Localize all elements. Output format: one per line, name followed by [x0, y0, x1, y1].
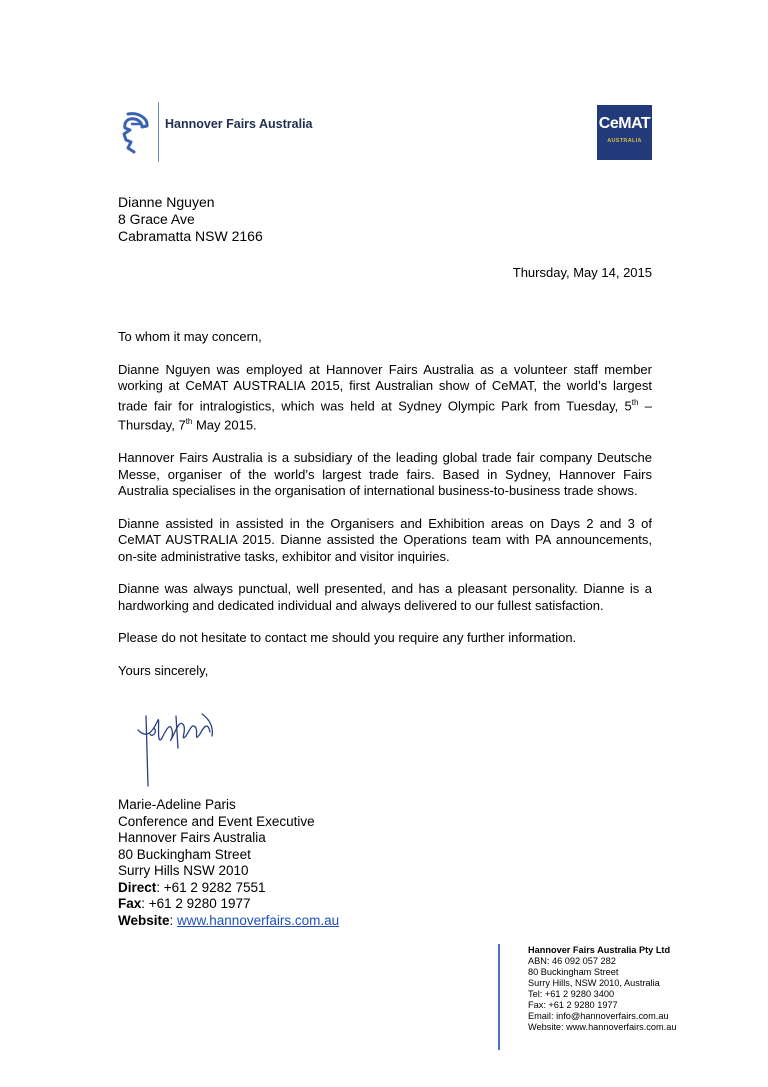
footer-abn: ABN: 46 092 057 282 — [528, 956, 616, 966]
paragraph-2: Hannover Fairs Australia is a subsidiary of the leading global trade fair company Deutsche Messe, organiser of the world’s largest trade fairs. Based in Sydney, Hannover Fairs Australia specialises in the organisation of international business-to-business trade shows. — [118, 450, 652, 499]
direct-label: Direct — [118, 879, 157, 895]
superscript-th: th — [631, 397, 639, 407]
website-link[interactable]: www.hannoverfairs.com.au — [177, 912, 340, 928]
footer-company: Hannover Fairs Australia Pty Ltd — [528, 945, 671, 955]
fax-label: Fax — [118, 896, 142, 911]
paragraph-3: Dianne assisted in assisted in the Organisers and Exhibition areas on Days 2 and 3 of CeMAT AUSTRALIA 2015. Dianne assisted the Operations team with PA announcements, on-site administrative tasks, exhibitor and visitor inquiries. — [118, 515, 652, 564]
recipient-city: Cabramatta NSW 2166 — [118, 228, 263, 244]
hannover-fairs-logo — [118, 100, 328, 162]
letter-body — [118, 329, 652, 695]
footer-tel: Tel: +61 2 9280 3400 — [528, 989, 615, 999]
fax-value: : +61 2 9280 1977 — [141, 896, 251, 911]
recipient-address — [118, 194, 263, 245]
sender-details — [118, 797, 339, 929]
footer-divider — [498, 944, 500, 1050]
cemat-logo-name: CeMAT — [598, 115, 651, 132]
paragraph-1-c: May 2015. — [192, 417, 257, 433]
sender-fax — [118, 896, 339, 913]
cemat-logo — [597, 105, 652, 160]
paragraph-4: Dianne was always punctual, well presented, and has a pleasant personality. Dianne is a hardworking and dedicated individual and always delivered to our fullest satisfaction. — [118, 581, 652, 613]
handwritten-signature — [128, 708, 228, 788]
sender-name: Marie-Adeline Paris — [118, 797, 236, 812]
cemat-logo-sub: AUSTRALIA — [607, 138, 642, 144]
closing: Yours sincerely, — [118, 662, 209, 678]
paragraph-1-a: Dianne Nguyen was employed at Hannover Fairs Australia as a volunteer staff member working at CeMAT AUSTRALIA 2015, first Australian show of CeMAT, the world’s largest trade fair for intralogistics, which was held at Sydney Olympic Park from Tuesday, 5 — [118, 361, 652, 413]
salutation: To whom it may concern, — [118, 329, 262, 344]
recipient-street: 8 Grace Ave — [118, 211, 195, 227]
footer-website: Website: www.hannoverfairs.com.au — [528, 1022, 677, 1032]
sender-street: 80 Buckingham Street — [118, 846, 251, 862]
paragraph-5: Please do not hesitate to contact me should you require any further information. — [118, 630, 577, 646]
sender-direct — [118, 880, 339, 897]
website-sep: : — [169, 912, 178, 928]
sender-company: Hannover Fairs Australia — [118, 830, 266, 845]
recipient-name: Dianne Nguyen — [118, 194, 215, 210]
logo-divider — [158, 102, 159, 162]
website-label: Website — [118, 912, 170, 928]
direct-value: : +61 2 9282 7551 — [156, 879, 266, 895]
footer-fax: Fax: +61 2 9280 1977 — [528, 1000, 618, 1010]
footer-street: 80 Buckingham Street — [528, 967, 619, 977]
footer-city: Surry Hills, NSW 2010, Australia — [528, 978, 660, 988]
letter-date: Thursday, May 14, 2015 — [512, 265, 652, 280]
company-logo-text: Hannover Fairs Australia — [165, 117, 313, 131]
paragraph-1-b: – Thursday, 7 — [118, 397, 652, 433]
sender-title: Conference and Event Executive — [118, 813, 315, 829]
footer-email: Email: info@hannoverfairs.com.au — [528, 1011, 669, 1021]
paragraph-1 — [118, 362, 652, 435]
sender-website — [118, 913, 339, 930]
hannover-head-icon — [120, 112, 150, 154]
company-footer — [528, 945, 676, 1033]
superscript-th: th — [185, 417, 193, 427]
sender-city: Surry Hills NSW 2010 — [118, 863, 249, 878]
